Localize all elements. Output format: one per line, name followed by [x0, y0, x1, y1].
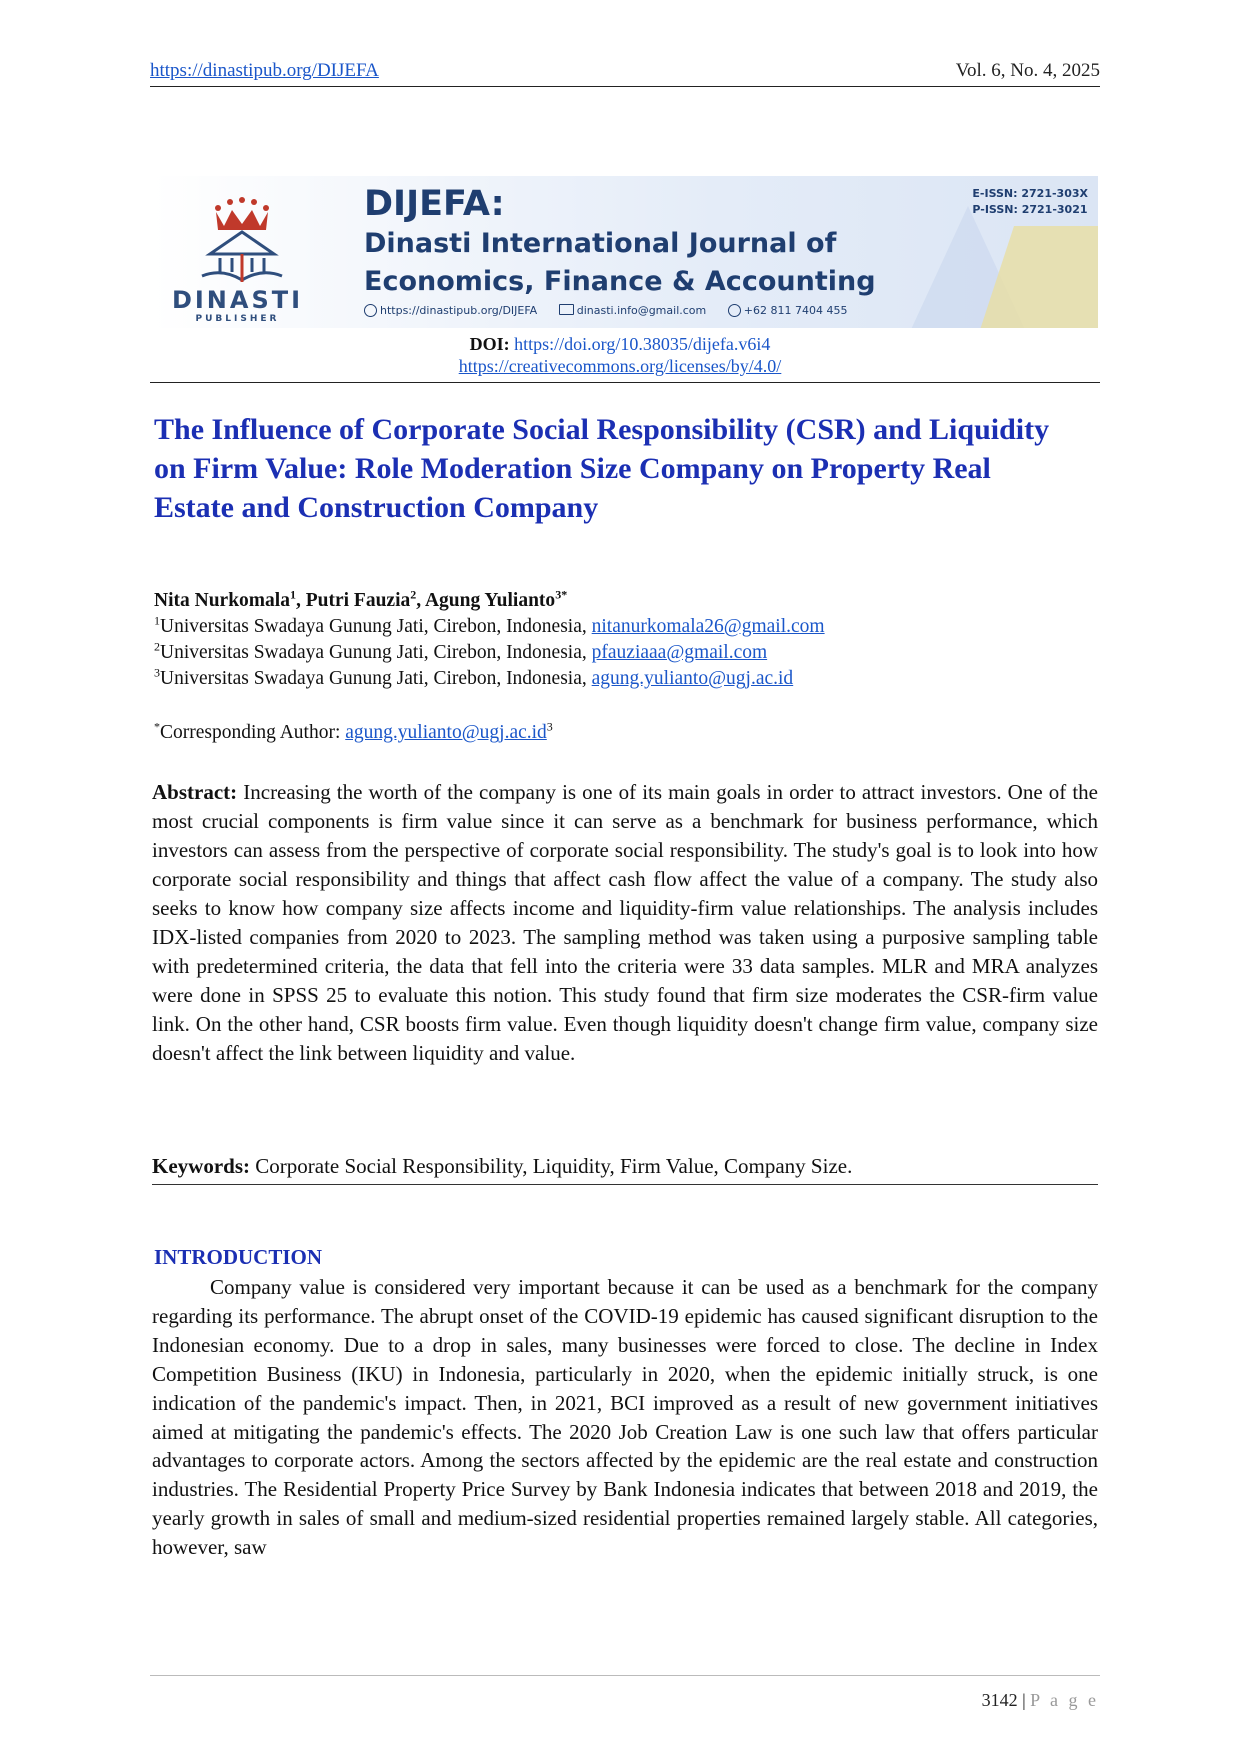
affiliation-text: Universitas Swadaya Gunung Jati, Cirebon, Indonesia,	[160, 668, 592, 689]
paper-title: The Influence of Corporate Social Responsibility (CSR) and Liquidity on Firm Value: Role Moderation Size Company on Property Real Estate and Construction Company	[154, 413, 1050, 524]
author-sup: 2	[410, 587, 417, 602]
page-separator: |	[1022, 1690, 1026, 1710]
author-email-link[interactable]: agung.yulianto@ugj.ac.id	[591, 668, 794, 689]
introduction-text: Company value is considered very important because it can be used as a benchmark for the company regarding its performance. The abrupt onset of the COVID-19 epidemic has caused significant disruption to the Indonesian economy. Due to a drop in sales, many businesses were forced to close. The decline in Index Competition Business (IKU) in Indonesia, particularly in 2020, when the epidemic initially struck, is one indication of the pandemic's impact. Then, in 2021, BCI improved as a result of new government initiatives aimed at mitigating the pandemic's effects. The 2020 Job Creation Law is one such law that offers particular advantages to corporate actors. Among the sectors affected by the epidemic are the real estate and construction industries. The Residential Property Price Survey by Bank Indonesia indicates that between 2018 and 2019, the yearly growth in sales of small and medium-sized residential properties remained largely stable. All categories, however, saw	[152, 1275, 1098, 1560]
eissn: E-ISSN: 2721-303X	[972, 187, 1088, 200]
page-word: P a g e	[1030, 1690, 1099, 1710]
banner-email: dinasti.info@gmail.com	[576, 304, 707, 317]
keywords	[152, 1154, 1098, 1185]
authors-block	[154, 588, 1094, 692]
license-link[interactable]: https://creativecommons.org/licenses/by/4.0/	[458, 356, 782, 376]
affiliation	[154, 614, 1094, 640]
abstract-label: Abstract:	[152, 780, 238, 804]
doi-link[interactable]: https://doi.org/10.38035/dijefa.v6i4	[514, 334, 771, 354]
affiliation-sup: 3	[154, 665, 160, 680]
page-number	[982, 1690, 1099, 1711]
journal-title-line2: Economics, Finance & Accounting	[364, 266, 876, 297]
doi-label: DOI:	[469, 334, 510, 354]
pissn: P-ISSN: 2721-3021	[972, 203, 1088, 216]
author-name: Nita Nurkomala	[154, 590, 290, 611]
publisher-name: DINASTI	[171, 286, 304, 314]
running-header	[150, 60, 1100, 87]
affiliation-text: Universitas Swadaya Gunung Jati, Cirebon, Indonesia,	[160, 616, 592, 637]
phone-icon	[728, 304, 741, 317]
author-sup: 3*	[555, 587, 568, 602]
banner-phone: +62 811 7404 455	[743, 304, 848, 317]
mail-icon	[559, 304, 574, 315]
volume-info: Vol. 6, No. 4, 2025	[955, 60, 1100, 81]
divider	[150, 382, 1100, 383]
abstract	[152, 778, 1098, 1068]
corresponding-star: *	[154, 719, 160, 734]
author-names: Nita Nurkomala$^1$, Putri Fauzia$^2$, Agung Yulianto$^{3*}$	[154, 587, 568, 611]
affiliation-sup: 2	[154, 639, 160, 654]
author-email-link[interactable]: pfauziaaa@gmail.com	[591, 642, 768, 663]
issn-block	[972, 186, 1088, 218]
author-name: Putri Fauzia	[305, 590, 411, 611]
corresponding-label: Corresponding Author:	[160, 722, 346, 743]
journal-url-link[interactable]: https://dinastipub.org/DIJEFA	[150, 60, 379, 81]
affiliation-sup: 1	[154, 613, 160, 628]
author-email-link[interactable]: nitanurkomala26@gmail.com	[591, 616, 825, 637]
journal-banner	[152, 176, 1098, 328]
globe-icon	[364, 304, 377, 317]
keywords-text: Corporate Social Responsibility, Liquidity, Firm Value, Company Size.	[255, 1154, 853, 1178]
affiliation	[154, 666, 1094, 692]
affiliation-text: Universitas Swadaya Gunung Jati, Cirebon, Indonesia,	[160, 642, 592, 663]
banner-website: https://dinastipub.org/DIJEFA	[380, 304, 538, 317]
keywords-label: Keywords:	[152, 1154, 250, 1178]
corresponding-sup: 3	[546, 719, 553, 734]
author-sup: 1	[289, 587, 296, 602]
abstract-text: Increasing the worth of the company is one of its main goals in order to attract investors. One of the most crucial components is firm value since it can serve as a benchmark for business performance, which investors can assess from the perspective of corporate social responsibility. The study's goal is to look into how corporate social responsibility and things that affect cash flow affect the value of a company. The study also seeks to know how company size affects income and liquidity-firm value relationships. The analysis includes IDX-listed companies from 2020 to 2023. The sampling method was taken using a purposive sampling table with predetermined criteria, the data that fell into the criteria were 33 data samples. MLR and MRA analyzes were done in SPSS 25 to evaluate this notion. This study found that firm size moderates the CSR-firm value link. On the other hand, CSR boosts firm value. Even though liquidity doesn't change firm value, company size doesn't affect the link between liquidity and value.	[152, 780, 1099, 1065]
page-number-value: 3142	[981, 1690, 1018, 1710]
corresponding-author	[154, 719, 553, 744]
journal-short-title: DIJEFA:	[364, 184, 505, 224]
footer-divider	[150, 1675, 1100, 1676]
author-name: Agung Yulianto	[424, 590, 556, 611]
affiliation	[154, 640, 1094, 666]
doi-block	[0, 333, 1240, 377]
publisher-subtitle: PUBLISHER	[195, 314, 280, 324]
journal-title-line1: Dinasti International Journal of	[364, 228, 837, 259]
banner-contacts	[364, 304, 865, 317]
corresponding-email-link[interactable]: agung.yulianto@ugj.ac.id	[345, 722, 547, 743]
introduction-heading: INTRODUCTION	[154, 1245, 323, 1269]
